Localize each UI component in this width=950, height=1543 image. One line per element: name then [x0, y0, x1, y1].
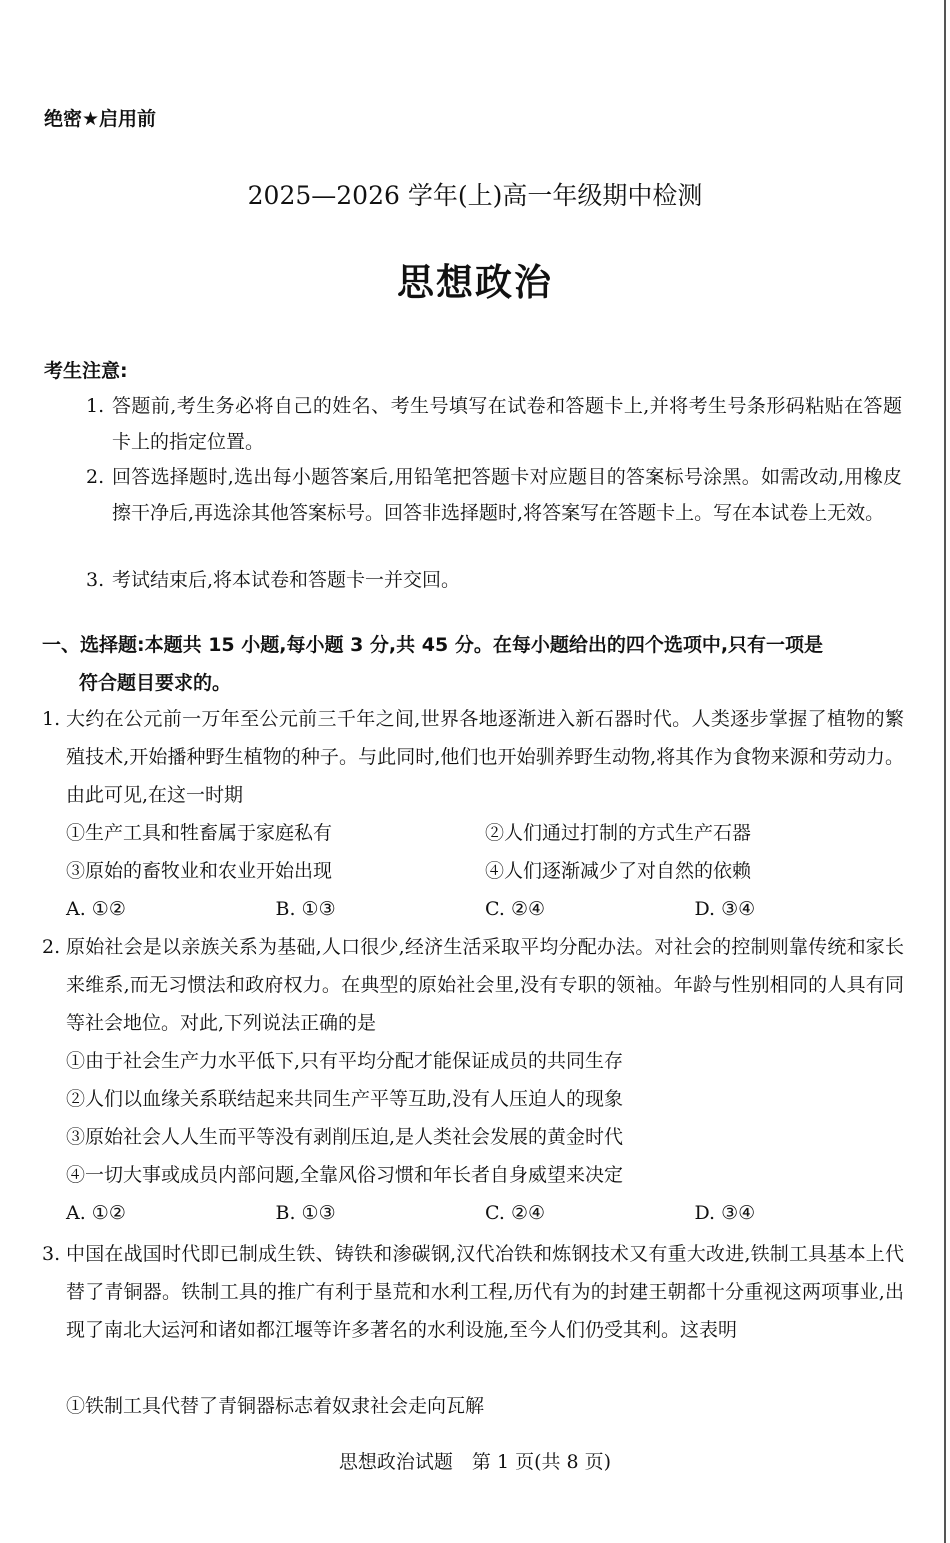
notice-item-1 [86, 388, 902, 460]
question-stem-text: 大约在公元前一万年至公元前三千年之间,世界各地逐渐进入新石器时代。人类逐步掌握了植物的繁殖技术,开始播种野生植物的种子。与此同时,他们也开始驯养野生动物,将其作为食物来源和劳动力。由此可见,在这一时期 [66, 708, 904, 806]
question-number: 1. [42, 708, 61, 730]
question-1-stem [42, 700, 904, 814]
statement: ③原始的畜牧业和农业开始出现 [66, 860, 333, 882]
notice-item-number: 1. [86, 395, 105, 417]
section-heading [42, 626, 904, 702]
statement: ③原始社会人人生而平等没有剥削压迫,是人类社会发展的黄金时代 [66, 1126, 624, 1148]
question-stem-text: 原始社会是以亲族关系为基础,人口很少,经济生活采取平均分配办法。对社会的控制则靠传统和家长来维系,而无习惯法和政府权力。在典型的原始社会里,没有专职的领袖。年龄与性别相同的人具有同等社会地位。对此,下列说法正确的是 [66, 936, 904, 1034]
statement: ②人们以血缘关系联结起来共同生产平等互助,没有人压迫人的现象 [66, 1088, 624, 1110]
answer-choice-c: C. ②④ [485, 1202, 546, 1224]
question-3-options [66, 1387, 904, 1425]
notice-item-number: 2. [86, 466, 105, 488]
notice-item-text: 答题前,考生务必将自己的姓名、考生号填写在试卷和答题卡上,并将考生号条形码粘贴在答题卡上的指定位置。 [112, 395, 902, 453]
subject-title: 思想政治 [397, 261, 553, 304]
page-footer: 思想政治试题 第 1 页(共 8 页) [338, 1451, 612, 1473]
notice-item-text: 回答选择题时,选出每小题答案后,用铅笔把答题卡对应题目的答案标号涂黑。如需改动,用橡皮擦干净后,再选涂其他答案标号。回答非选择题时,将答案写在答题卡上。写在本试卷上无效。 [112, 466, 902, 524]
statement: ①铁制工具代替了青铜器标志着奴隶社会走向瓦解 [66, 1395, 485, 1417]
section-heading-line-2: 符合题目要求的。 [79, 672, 232, 694]
answer-choice-a: A. ①② [66, 1202, 126, 1224]
question-2-stem [42, 928, 904, 1042]
question-1-options [66, 814, 904, 928]
notice-item-number: 3. [86, 569, 105, 591]
question-stem-text: 中国在战国时代即已制成生铁、铸铁和渗碳钢,汉代冶铁和炼钢技术又有重大改进,铁制工具基本上代替了青铜器。铁制工具的推广有利于垦荒和水利工程,历代有为的封建王朝都十分重视这两项事业,出现了南北大运河和诸如都江堰等许多著名的水利设施,至今人们仍受其利。这表明 [66, 1243, 904, 1341]
answer-choice-b: B. ①③ [275, 898, 336, 920]
statement: ②人们通过打制的方式生产石器 [485, 822, 752, 844]
page-edge-line [944, 0, 946, 1543]
question-number: 3. [42, 1243, 61, 1265]
notice-item-3 [86, 562, 902, 598]
exam-title: 2025—2026 学年(上)高一年级期中检测 [247, 181, 703, 210]
notice-heading: 考生注意: [44, 360, 128, 382]
answer-choice-c: C. ②④ [485, 898, 546, 920]
question-3-stem [42, 1235, 904, 1349]
question-number: 2. [42, 936, 61, 958]
statement: ④一切大事或成员内部问题,全靠风俗习惯和年长者自身威望来决定 [66, 1164, 624, 1186]
statement: ④人们逐渐减少了对自然的依赖 [485, 860, 752, 882]
answer-choice-d: D. ③④ [694, 1202, 756, 1224]
answer-choice-a: A. ①② [66, 898, 126, 920]
question-2-options [66, 1042, 904, 1232]
statement: ①由于社会生产力水平低下,只有平均分配才能保证成员的共同生存 [66, 1050, 624, 1072]
statement: ①生产工具和牲畜属于家庭私有 [66, 822, 333, 844]
notice-item-text: 考试结束后,将本试卷和答题卡一并交回。 [112, 569, 461, 591]
section-heading-line-1: 一、选择题:本题共 15 小题,每小题 3 分,共 45 分。在每小题给出的四个选项中,只有一项是 [42, 634, 824, 656]
answer-choice-b: B. ①③ [275, 1202, 336, 1224]
notice-item-2 [86, 459, 902, 531]
answer-choice-d: D. ③④ [694, 898, 756, 920]
secret-mark: 绝密★启用前 [44, 108, 157, 130]
